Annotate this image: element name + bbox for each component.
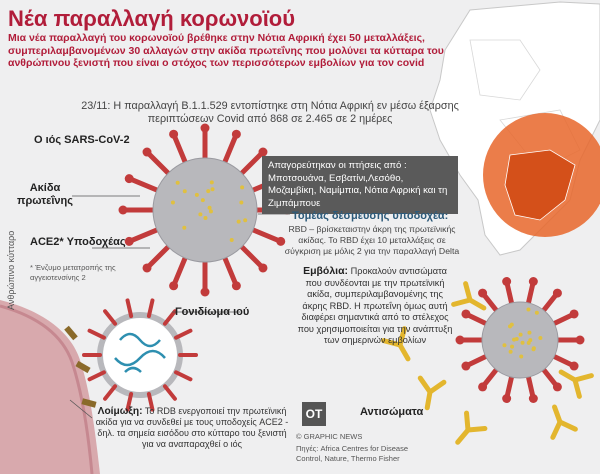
intro-text: Μια νέα παραλλαγή του κορωνοϊού βρέθηκε στην Νότια Αφρική έχει 50 μεταλλάξεις, συμπεριλαμβανομένων 30 αλλαγών στην ακίδα πρωτεΐνης που μολύνει τα κύτταρα του ανθρώπινου ξενιστή που είναι ο στόχος των περισσότερων εμβολίων για τον covid: [8, 32, 444, 69]
surface-protein: [237, 220, 241, 224]
human-cell-label: Ανθρώπινο κύτταρο: [6, 230, 16, 310]
rbd-text: RBD – βρίσκεταιστην άκρη της πρωτεϊνικής ακίδας. Το RBD έχει 10 μεταλλάξεις σε σύγκριση με μόλις 2 για την παραλλαγή Delta: [284, 224, 460, 256]
surface-protein: [239, 201, 243, 205]
surface-protein: [209, 209, 213, 213]
ace2-receptor-label: ACE2* Υποδοχέας: [30, 236, 126, 248]
ace2-footnote: * Ένζυμο μετατροπής της αγγειοτενσίνης 2: [30, 263, 116, 282]
surface-protein: [171, 200, 175, 204]
spike-protein: [176, 372, 190, 379]
spike-tip: [478, 289, 487, 298]
surface-protein: [203, 216, 207, 220]
virus-with-antibodies: [456, 277, 585, 403]
surface-protein: [230, 238, 234, 242]
surface-protein: [201, 198, 205, 202]
spike-protein-label: Ακίδα πρωτεΐνης: [17, 182, 73, 207]
genome-label: Γονιδίωμα ιού: [175, 306, 250, 318]
virus-name-label: Ο ιός SARS-CoV-2: [34, 134, 130, 146]
timeline-text: 23/11: Η παραλλαγή B.1.1.529 εντοπίστηκε στη Νότια Αφρική εν μέσω έξαρσης περιπτώσεων Covid από 868 σε 2.465 σε 2 ημέρες: [81, 100, 459, 125]
surface-protein: [528, 338, 532, 342]
spike-protein: [149, 300, 153, 316]
infection-text: Το RDB ενεργοποιεί την πρωτεϊνική ακίδα για να συνδεθεί με τους υποδοχείς ACE2 - δηλ. τα σημεία εισόδου στο κύτταρο του ξενιστή για να αναπαραχθεί ο ιός: [95, 406, 289, 449]
spike-protein: [128, 300, 132, 316]
spike-tip: [461, 362, 470, 371]
surface-protein: [538, 336, 542, 340]
infection-paragraph: [94, 406, 290, 450]
surface-protein: [509, 350, 513, 354]
spike-protein: [90, 372, 104, 379]
spike-protein: [105, 311, 115, 324]
spike-protein: [165, 386, 175, 399]
antibody-shape: [449, 413, 485, 450]
spike-tip: [169, 130, 178, 139]
vaccine-paragraph: [294, 266, 456, 347]
surface-protein: [535, 311, 539, 315]
virus-envelope: [482, 302, 558, 378]
surface-protein: [183, 189, 187, 193]
surface-protein: [521, 341, 525, 345]
rbd-title: Τομέας δέσμευσης υποδοχέα:: [292, 210, 449, 222]
spike-tip: [529, 394, 538, 403]
spike-protein: [176, 331, 190, 338]
sources-text: Πηγές: Africa Centres for Disease Control, Nature, Thermo Fisher: [296, 444, 408, 463]
surface-protein: [502, 343, 506, 347]
spike-tip: [502, 394, 511, 403]
surface-protein: [532, 347, 536, 351]
surface-protein: [519, 355, 523, 359]
spike-tip: [143, 263, 152, 272]
spike-tip: [201, 288, 210, 297]
antibody-shape: [543, 403, 575, 438]
spike-tip: [570, 309, 579, 318]
antibody-label: Αντισώματα: [360, 406, 424, 418]
spike-tip: [570, 362, 579, 371]
surface-protein: [526, 308, 530, 312]
spike-tip: [143, 148, 152, 157]
surface-protein: [210, 180, 214, 184]
surface-protein: [240, 185, 244, 189]
surface-protein: [510, 345, 514, 349]
spike-tip: [529, 277, 538, 286]
surface-protein: [508, 324, 512, 328]
surface-protein: [195, 193, 199, 197]
spike-tip: [125, 174, 134, 183]
surface-protein: [182, 226, 186, 230]
surface-protein: [243, 218, 247, 222]
surface-protein: [206, 189, 210, 193]
surface-protein: [515, 337, 519, 341]
surface-protein: [211, 187, 215, 191]
spike-tip: [169, 281, 178, 290]
spike-tip: [553, 382, 562, 391]
infection-title: Λοίμωξη:: [97, 406, 143, 417]
spike-tip: [232, 281, 241, 290]
copyright-credit: © GRAPHIC NEWS: [296, 432, 363, 441]
spike-tip: [502, 277, 511, 286]
page-title: Νέα παραλλαγή κορωνοϊού: [8, 6, 296, 31]
publisher-logo: OT: [302, 402, 326, 426]
spike-tip: [461, 309, 470, 318]
spike-tip: [119, 206, 128, 215]
surface-protein: [208, 206, 212, 210]
surface-protein: [519, 333, 523, 337]
spike-tip: [478, 382, 487, 391]
spike-tip: [553, 289, 562, 298]
flight-ban-box: Απαγορεύτηκαν οι πτήσεις από : Μποτσουάνα, Εσβατίνι,Λεσόθο, Μοζαμβίκη, Ναμίμπια, Νότια Αφρική και τη Ζιμπάμπουε: [262, 156, 458, 214]
vaccine-text: Προκαλούν αντισώματα που συνδέονται με την πρωτεϊνική ακίδα, συμπεριλαμβανομένης της άκρης RBD. Η πρωτεΐνη όμως αυτή διαφέρει σημαντικά από το στέλεχος που χρησιμοποιείται για την ανάπτυξη των σημερινών εμβολίων: [297, 266, 453, 345]
spike-tip: [456, 336, 465, 345]
human-cell: [0, 300, 100, 474]
spike-tip: [125, 237, 134, 246]
spike-protein: [90, 331, 104, 338]
surface-protein: [176, 181, 180, 185]
spike-protein: [165, 311, 175, 324]
spike-tip: [232, 130, 241, 139]
virus-envelope: [153, 158, 257, 262]
surface-protein: [198, 212, 202, 216]
antibody-shape: [454, 284, 490, 319]
surface-protein: [527, 331, 531, 335]
vaccine-title: Εμβόλια:: [303, 265, 349, 277]
spike-protein: [105, 386, 115, 399]
spike-tip: [258, 263, 267, 272]
spike-tip: [576, 336, 585, 345]
